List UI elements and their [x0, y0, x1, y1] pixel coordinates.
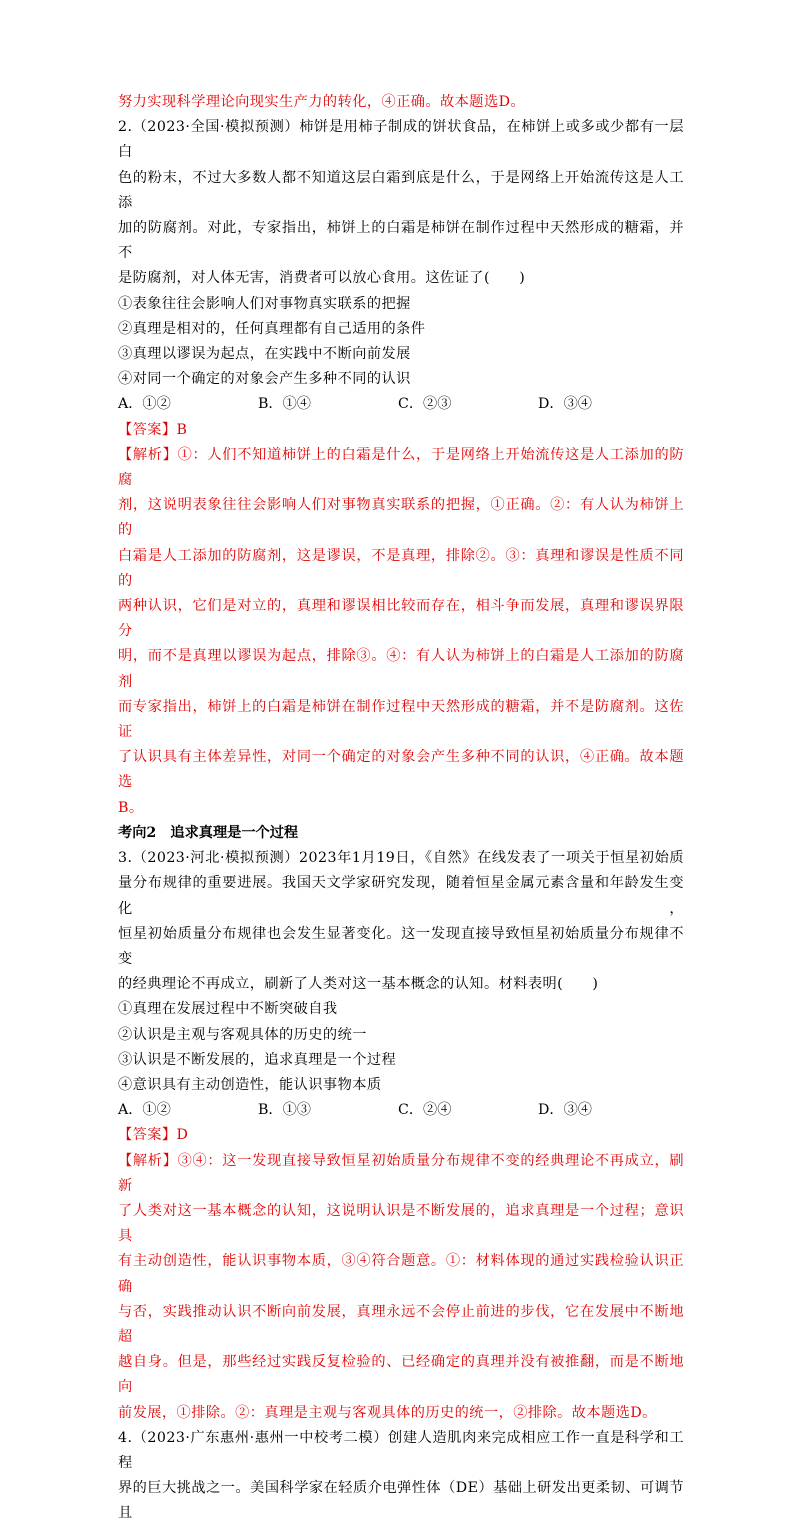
- q2-option-d: D．③④: [538, 396, 592, 413]
- q2-analysis-line: 了认识具有主体差异性，对同一个确定的对象会产生多种不同的认识，④正确。故本题选: [118, 749, 684, 791]
- q3-analysis-line: 有主动创造性，能认识事物本质，③④符合题意。①：材料体现的通过实践检验认识正确: [118, 1253, 684, 1295]
- q2-analysis-line: 【解析】①：人们不知道柿饼上的白霜是什么，于是网络上开始流传这是人工添加的防腐: [118, 446, 684, 489]
- q3-analysis-line: 前发展，①排除。②：真理是主观与客观具体的历史的统一，②排除。故本题选D。: [118, 1404, 657, 1421]
- q3-item: ④意识具有主动创造性，能认识事物本质: [118, 1076, 382, 1093]
- q3-stem-line: 3.（2023·河北·模拟预测）2023年1月19日，《自然》在线发表了一项关于恒星初始质: [118, 850, 684, 867]
- q2-analysis-line: 两种认识，它们是对立的，真理和谬误相比较而存在，相斗争而发展，真理和谬误界限分: [118, 598, 684, 640]
- q2-analysis-line: B。: [118, 799, 144, 816]
- question-4: [118, 1426, 684, 1527]
- q2-option-c: C．②③: [398, 396, 452, 413]
- q3-option-d: D．③④: [538, 1102, 592, 1119]
- q2-item: ②真理是相对的，任何真理都有自己适用的条件: [118, 320, 426, 337]
- section-heading: 考向2 追求真理是一个过程: [118, 824, 299, 841]
- q3-analysis-line: 【解析】③④：这一发现直接导致恒星初始质量分布规律不变的经典理论不再成立，刷新: [118, 1152, 684, 1194]
- q2-stem-line: 色的粉末，不过大多数人都不知道这层白霜到底是什么，于是网络上开始流传这是人工添: [118, 169, 684, 211]
- q4-stem-line: 4.（2023·广东惠州·惠州一中校考二模）创建人造肌肉来完成相应工作一直是科学和工程: [118, 1429, 684, 1471]
- question-2: [118, 115, 684, 821]
- q3-item: ①真理在发展过程中不断突破自我: [118, 1001, 338, 1018]
- q2-item: ③真理以谬误为起点，在实践中不断向前发展: [118, 346, 411, 363]
- q3-stem-line: 恒星初始质量分布规律也会发生显著变化。这一发现直接导致恒星初始质量分布规律不变: [118, 925, 684, 967]
- q2-stem-line: 是防腐剂，对人体无害，消费者可以放心食用。这佐证了( ): [118, 270, 526, 287]
- q2-stem-line: 2.（2023·全国·模拟预测）柿饼是用柿子制成的饼状食品，在柿饼上或多或少都有一层白: [118, 119, 684, 161]
- q2-item: ④对同一个确定的对象会产生多种不同的认识: [118, 371, 411, 388]
- q2-item: ①表象往往会影响人们对事物真实联系的把握: [118, 295, 411, 312]
- q3-option-c: C．②④: [398, 1102, 452, 1119]
- q3-analysis-line: 与否，实践推动认识不断向前发展，真理永远不会停止前进的步伐，它在发展中不断地超: [118, 1303, 684, 1345]
- document-page: [118, 90, 684, 1527]
- q4-stem-line: 界的巨大挑战之一。美国科学家在轻质介电弹性体（DE）基础上研发出更柔韧、可调节且: [118, 1480, 684, 1522]
- q2-option-b: B．①④: [258, 396, 311, 413]
- q2-options: [118, 392, 684, 417]
- q2-analysis-line: 白霜是人工添加的防腐剂，这是谬误，不是真理，排除②。③：真理和谬误是性质不同的: [118, 547, 684, 589]
- q3-item: ②认识是主观与客观具体的历史的统一: [118, 1026, 367, 1043]
- q3-stem-line: 的经典理论不再成立，刷新了人类对这一基本概念的认知。材料表明( ): [118, 976, 599, 993]
- q3-option-b: B．①③: [258, 1102, 311, 1119]
- prev-analysis-tail: 努力实现科学理论向现实生产力的转化，④正确。故本题选D。: [118, 94, 526, 110]
- q3-answer: 【答案】D: [118, 1127, 189, 1144]
- q3-option-a: A．①②: [118, 1102, 171, 1119]
- q2-analysis-line: 明，而不是真理以谬误为起点，排除③。④：有人认为柿饼上的白霜是人工添加的防腐剂: [118, 648, 684, 690]
- q2-analysis-line: 而专家指出，柿饼上的白霜是柿饼在制作过程中天然形成的糖霜，并不是防腐剂。这佐证: [118, 698, 684, 741]
- q2-stem-line: 加的防腐剂。对此，专家指出，柿饼上的白霜是柿饼在制作过程中天然形成的糖霜，并不: [118, 220, 684, 262]
- q2-answer: 【答案】B: [118, 421, 188, 438]
- q3-analysis-line: 了人类对这一基本概念的认知，这说明认识是不断发展的，追求真理是一个过程；意识具: [118, 1202, 684, 1245]
- question-3: [118, 846, 684, 1426]
- q3-options: [118, 1098, 684, 1123]
- q2-option-a: A．①②: [118, 396, 171, 413]
- q3-stem-line: 量分布规律的重要进展。我国天文学家研究发现，随着恒星金属元素含量和年龄发生变化，: [118, 875, 684, 917]
- q3-analysis-line: 越自身。但是，那些经过实践反复检验的、已经确定的真理并没有被推翻，而是不断地向: [118, 1354, 684, 1396]
- q2-analysis-line: 剂，这说明表象往往会影响人们对事物真实联系的把握，①正确。②：有人认为柿饼上的: [118, 497, 684, 539]
- q3-item: ③认识是不断发展的，追求真理是一个过程: [118, 1051, 397, 1068]
